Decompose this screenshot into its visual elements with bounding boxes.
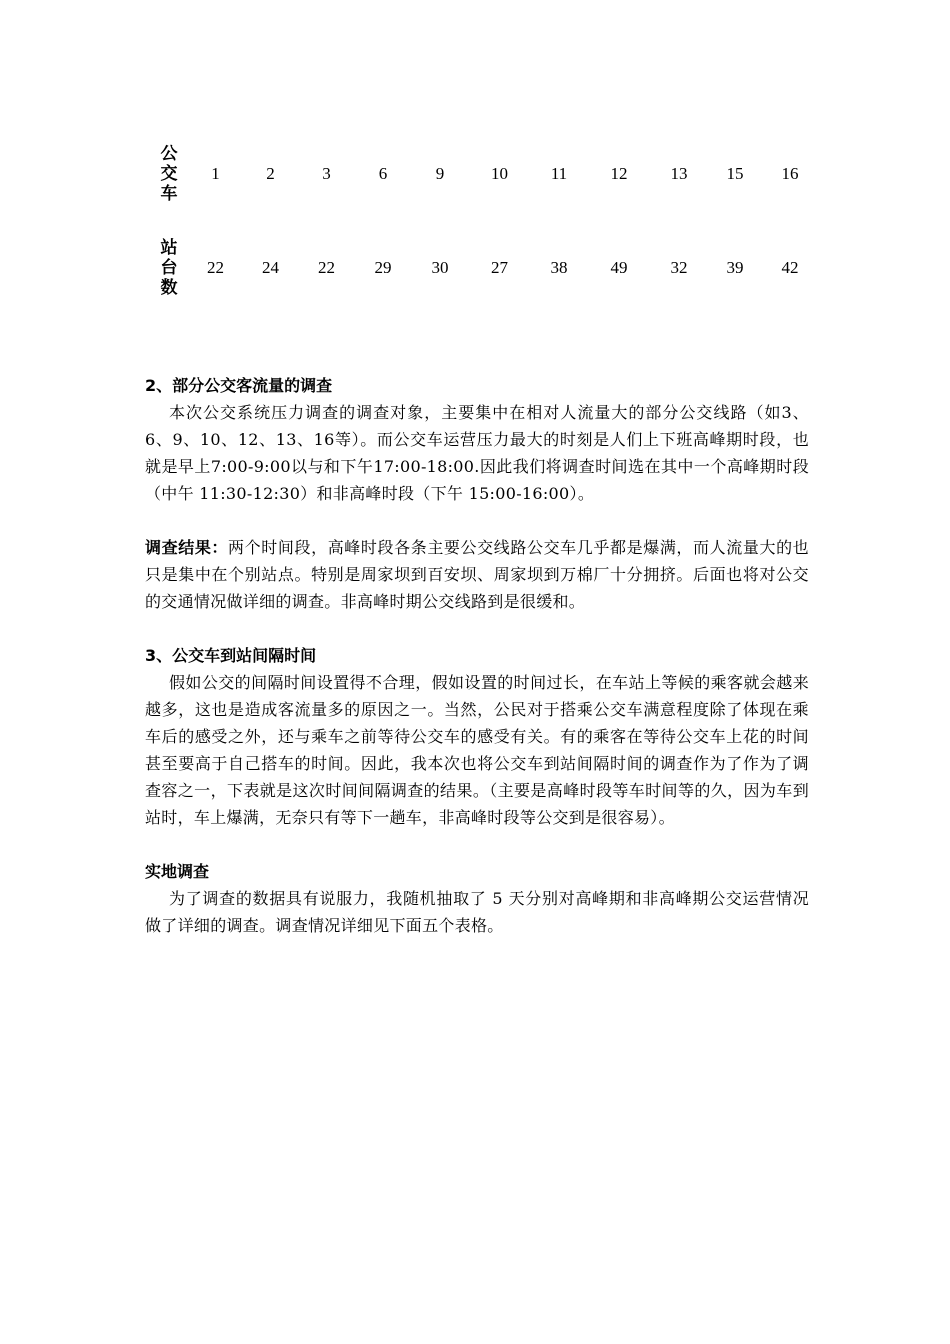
survey-result-label: 调查结果： <box>145 538 229 557</box>
row-header-stations <box>150 234 188 302</box>
header-char: 交 <box>160 164 178 184</box>
survey-result-text: 两个时间段，高峰时段各条主要公交线路公交车几乎都是爆满，而人流量大的也只是集中在个别站点。特别是周家坝到百安坝、周家坝到万棉厂十分拥挤。后面也将对公交的交通情况做详细的调查。非高峰时期公交线路到是很缓和。 <box>145 538 809 611</box>
document-body <box>145 372 809 939</box>
table-cell: 49 <box>610 258 628 277</box>
blank-line <box>145 507 809 534</box>
table-cell: 13 <box>670 164 688 183</box>
table-cell: 22 <box>207 258 224 277</box>
table-cell: 1 <box>211 164 220 183</box>
table-cell: 30 <box>431 258 449 277</box>
blank-line <box>145 615 809 642</box>
table-cell: 3 <box>322 164 331 183</box>
section-heading-arrival-interval: 3、公交车到站间隔时间 <box>145 646 317 665</box>
table-cell: 15 <box>726 164 744 183</box>
survey-result-paragraph <box>145 534 809 615</box>
header-char: 车 <box>160 184 178 204</box>
table-cell: 32 <box>670 258 688 277</box>
section-paragraph-arrival-interval: 假如公交的间隔时间设置得不合理，假如设置的时间过长，在车站上等候的乘客就会越来越多，这也是造成客流量多的原因之一。当然，公民对于搭乘公交车满意程度除了体现在乘车后的感受之外，还与乘车之前等待公交车的感受有关。有的乘客在等待公交车上花的时间甚至要高于自己搭车的时间。因此，我本次也将公交车到站间隔时间的调查作为了作为了调查容之一，下表就是这次时间间隔调查的结果。（主要是高峰时段等车时间等的久，因为车到站时，车上爆满，无奈只有等下一趟车，非高峰时段等公交到是很容易）。 <box>145 673 809 827</box>
table-row-spacer <box>150 208 818 234</box>
table-cell: 11 <box>550 164 568 183</box>
section-heading-field-survey: 实地调查 <box>145 862 210 881</box>
table-row-stations <box>150 234 818 302</box>
row-header-bus <box>150 140 188 208</box>
section-heading-passenger-flow: 2、部分公交客流量的调查 <box>145 376 333 395</box>
header-char: 站 <box>160 238 178 258</box>
section-paragraph-field-survey: 为了调查的数据具有说服力，我随机抽取了 5 天分别对高峰期和非高峰期公交运营情况做了详细的调查。调查情况详细见下面五个表格。 <box>145 889 809 935</box>
spacer-cell <box>150 208 818 234</box>
table-cell: 24 <box>262 258 279 277</box>
table-cell: 22 <box>318 258 335 277</box>
table-row-bus <box>150 140 818 208</box>
section-paragraph-passenger-flow: 本次公交系统压力调查的调查对象，主要集中在相对人流量大的部分公交线路（如3、6、9、10、12、13、16等）。而公交车运营压力最大的时刻是人们上下班高峰期时段，也就是早上7:00-9:00以与和下午17:00-18:00.因此我们将调查时间选在其中一个高峰期时段（中午 11:30-12:30）和非高峰时段（下午 15:00-16:00）。 <box>145 403 809 503</box>
header-char: 台 <box>160 258 178 278</box>
table-cell: 12 <box>610 164 628 183</box>
table-cell: 16 <box>781 164 799 183</box>
table-cell: 39 <box>726 258 744 277</box>
table-cell: 2 <box>266 164 275 183</box>
header-char: 数 <box>160 278 178 298</box>
table-cell: 10 <box>491 164 508 183</box>
table-cell: 9 <box>435 164 445 183</box>
blank-line <box>145 831 809 858</box>
table-cell: 6 <box>378 164 388 183</box>
table-cell: 29 <box>374 258 392 277</box>
bus-station-table <box>150 140 818 302</box>
table-cell: 38 <box>550 258 568 277</box>
table-cell: 42 <box>781 258 799 277</box>
header-char: 公 <box>160 144 178 164</box>
table-cell: 27 <box>491 258 508 277</box>
